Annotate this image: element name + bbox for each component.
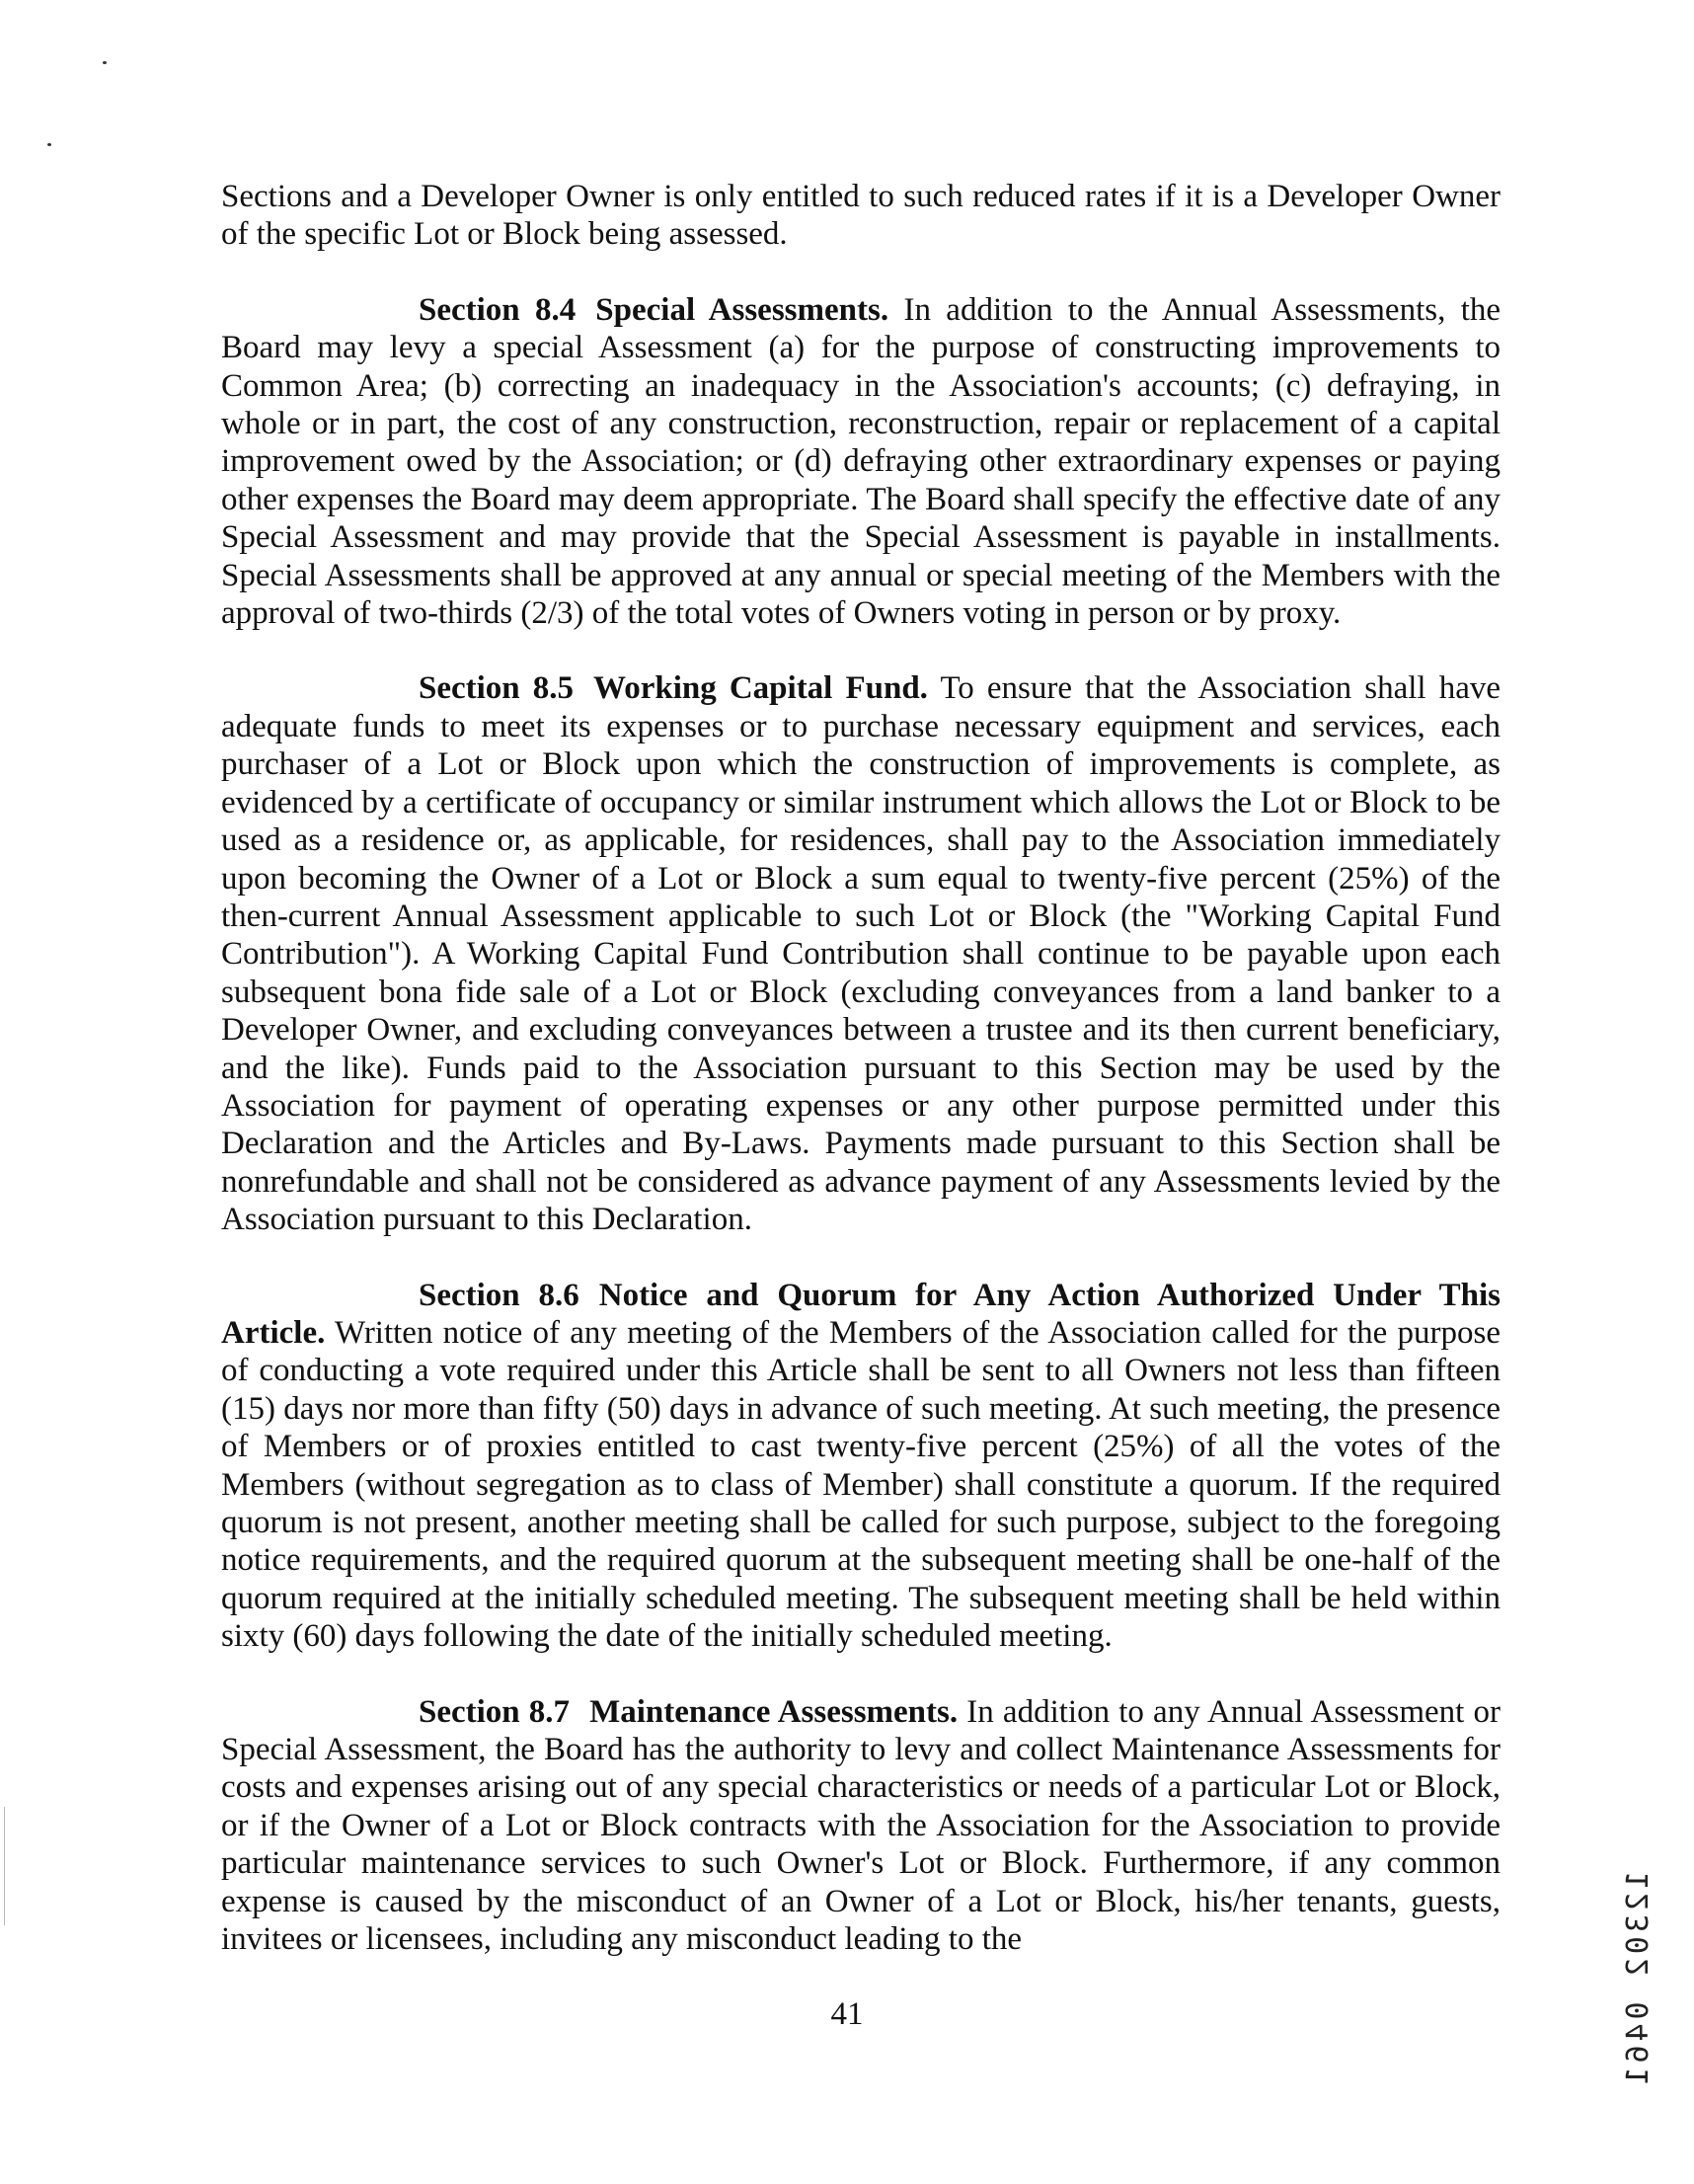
paragraph-section-8-6 [221,1277,1501,1656]
section-number: Section 8.4 [419,291,577,328]
section-number: Section 8.6 [419,1277,579,1313]
section-number: Section 8.5 [419,670,575,707]
paragraph-continuation [221,178,1501,254]
document-body [221,178,1501,1958]
section-heading: Maintenance Assessments. [589,1693,959,1730]
section-heading: Working Capital Fund. [593,670,928,707]
section-number: Section 8.7 [419,1693,571,1730]
page-number: 41 [830,1996,864,2032]
recording-stamp [1619,1595,1658,2089]
paragraph-section-8-5 [221,669,1501,1238]
paragraph-text: In addition to any Annual Assessment or Special Assessment, the Board has the authority to levy and collect Maintenance Assessments for costs and expenses arising out of any special characteristics or needs of a particular Lot or Block, or if the Owner of a Lot or Block contracts with the Association for the Association to provide particular maintenance services to such Owner's Lot or Block. Furthermore, if any common expense is caused by the misconduct of an Owner of a Lot or Block, his/her tenants, guests, invitees or licensees, including any misconduct leading to the [221,1693,1501,1958]
paragraph-section-8-7 [221,1693,1501,1959]
paragraph-text: To ensure that the Association shall have adequate funds to meet its expenses or to purchase necessary equipment and services, each purchaser of a Lot or Block upon which the construction of improvements is complete, as evidenced by a certificate of occupancy or similar instrument which allows the Lot or Block to be used as a residence or, as applicable, for residences, shall pay to the Association immediately upon becoming the Owner of a Lot or Block a sum equal to twenty-five percent (25%) of the then-current Annual Assessment applicable to such Lot or Block (the "Working Capital Fund Contribution"). A Working Capital Fund Contribution shall continue to be payable upon each subsequent bona fide sale of a Lot or Block (excluding conveyances from a land banker to a Developer Owner, and excluding conveyances between a trustee and its then current beneficiary, and the like). Funds paid to the Association pursuant to this Section may be used by the Association for payment of operating expenses or any other purpose permitted under this Declaration and the Articles and By-Laws. Payments made pursuant to this Section shall be nonrefundable and shall not be considered as advance payment of any Assessments levied by the Association pursuant to this Declaration. [221,670,1501,1238]
recording-stamp-text: 12302 0461 [1621,1871,1656,2089]
paragraph-text: In addition to the Annual Assessments, the Board may levy a special Assessment (a) for the purpose of constructing improvements to Common Area; (b) correcting an inadequacy in the Association's accounts; (c) defraying, in whole or in part, the cost of any construction, reconstruction, repair or replacement of a capital improvement owed by the Association; or (d) defraying other extraordinary expenses or paying other expenses the Board may deem appropriate. The Board shall specify the effective date of any Special Assessment and may provide that the Special Assessment is payable in installments. Special Assessments shall be approved at any annual or special meeting of the Members with the approval of two-thirds (2/3) of the total votes of Owners voting in person or by proxy. [221,291,1502,632]
scan-speck [47,143,51,146]
section-heading: Special Assessments. [595,291,889,328]
paragraph-text: Written notice of any meeting of the Members of the Association called for the purpose of conducting a vote required under this Article shall be sent to all Owners not less than fifteen (15) days nor more than fifty (50) days in advance of such meeting. At such meeting, the presence of Members or of proxies entitled to cast twenty-five percent (25%) of all the votes of the Members (without segregation as to class of Member) shall constitute a quorum. If the required quorum is not present, another meeting shall be called for such purpose, subject to the foregoing notice requirements, and the required quorum at the subsequent meeting shall be one-half of the quorum required at the initially scheduled meeting. The subsequent meeting shall be held within sixty (60) days following the date of the initially scheduled meeting. [221,1314,1501,1655]
paragraph-section-8-4 [221,291,1501,633]
scan-edge-line [4,1807,5,1925]
section-heading: Notice and Quorum for Any Action Authorized Under This Article. [221,1277,1501,1351]
paragraph-text: Sections and a Developer Owner is only entitled to such reduced rates if it is a Developer Owner of the specific Lot or Block being assessed. [221,179,1501,253]
scan-speck [103,61,107,64]
